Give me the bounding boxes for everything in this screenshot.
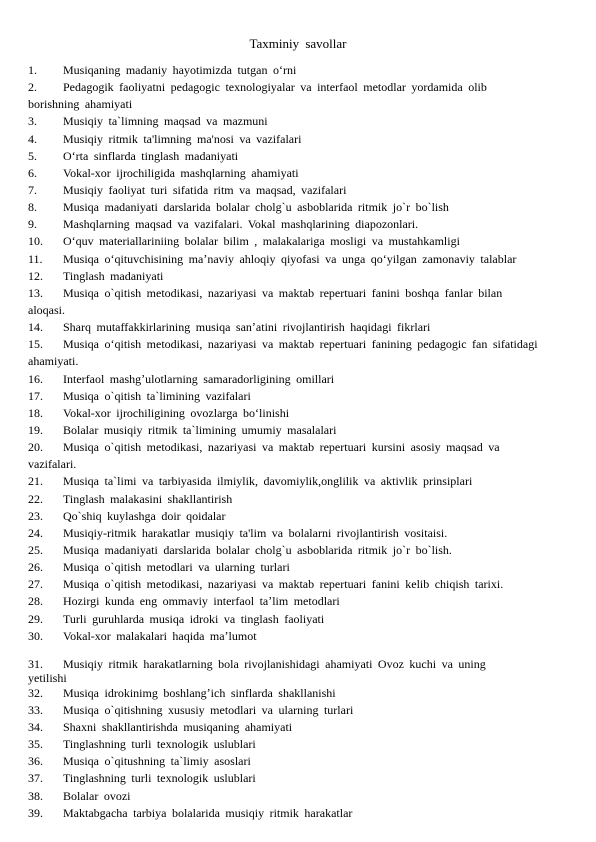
question-first-line (28, 611, 584, 628)
question-list (28, 62, 584, 822)
question-item-19 (28, 422, 584, 439)
question-item-24 (28, 525, 584, 542)
question-first-line (28, 216, 584, 233)
question-first-line (28, 131, 584, 148)
question-text: Shaxni shakllantirishda musiqaning ahamiyati (63, 720, 293, 735)
question-item-28 (28, 593, 584, 610)
question-first-line (28, 62, 584, 79)
question-text: Tinglashning turli texnologik uslublari (63, 737, 256, 752)
question-first-line (28, 753, 584, 770)
question-item-7 (28, 182, 584, 199)
question-first-line (28, 473, 584, 490)
question-first-line (28, 422, 584, 439)
question-item-25 (28, 542, 584, 559)
question-text: Musiqiy ta`limning maqsad va mazmuni (63, 114, 268, 129)
question-first-line (28, 371, 584, 388)
question-text: Musiqa madaniyati darslarida bolalar cholg`u asboblarida ritmik jo`r bo`lish (63, 200, 449, 215)
question-text: Vokal-xor malakalari haqida maʼlumot (63, 628, 257, 643)
question-item-35 (28, 736, 584, 753)
question-text-continuation: ahamiyati. (28, 354, 79, 369)
question-number: 4. (28, 131, 37, 146)
question-first-line (28, 788, 584, 805)
question-number: 1. (28, 63, 37, 77)
question-first-line (28, 268, 584, 285)
question-text: Vokal-xor ijrochiligida mashqlarning ahamiyati (63, 165, 299, 180)
question-text: Interfaol mashgʼulotlarning samaradorligining omillari (63, 371, 335, 386)
question-item-15 (28, 336, 584, 370)
question-text: Mashqlarning maqsad va vazifalari. Vokal mashqlarining diapozonlari. (63, 217, 419, 232)
question-text: Musiqa o`qitish metodikasi, nazariyasi va maktab repertuari kursini asosiy maqsad va (63, 440, 500, 455)
question-text: Musiqa o`qitushning ta`limiy asoslari (63, 754, 251, 769)
question-item-30 (28, 628, 584, 645)
question-text: Musiqa o`qitish metodikasi, nazariyasi va maktab repertuari fanini boshqa fanlar bilan (63, 285, 503, 300)
question-number: 35. (28, 737, 43, 752)
question-first-line (28, 559, 584, 576)
question-item-23 (28, 508, 584, 525)
question-item-1 (28, 62, 584, 79)
question-text: Tinglash madaniyati (63, 268, 164, 283)
question-first-line (28, 719, 584, 736)
question-item-32 (28, 685, 584, 702)
question-item-27 (28, 576, 584, 593)
question-first-line (28, 336, 584, 353)
question-first-line (28, 576, 584, 593)
question-item-39 (28, 805, 584, 822)
question-number: 18. (28, 405, 43, 420)
question-first-line (28, 491, 584, 508)
question-first-line (28, 628, 584, 645)
page-title: Taxminiy savollar (249, 36, 347, 51)
question-item-37 (28, 770, 584, 787)
question-text: Musiqiy faoliyat turi sifatida ritm va maqsad, vazifalari (63, 182, 347, 197)
question-text: Tinglash malakasini shakllantirish (63, 491, 233, 506)
question-text: Musiqa ta`limi va tarbiyasida ilmiylik, davomiylik,onglilik va aktivlik prinsiplari (63, 474, 473, 489)
question-text: Musiqaning madaniy hayotimizda tutgan oʻrni (63, 63, 297, 77)
question-text: Musiqa o`qitish metodikasi, nazariyasi va maktab repertuari fanini kelib chiqish tarixi. (63, 577, 504, 592)
question-number: 2. (28, 80, 37, 95)
question-number: 30. (28, 628, 43, 643)
question-first-line (28, 388, 584, 405)
question-number: 39. (28, 805, 43, 820)
question-item-14 (28, 319, 584, 336)
question-number: 6. (28, 165, 37, 180)
question-text: Tinglashning turli texnologik uslublari (63, 771, 256, 786)
question-text-continuation: vazifalari. (28, 457, 77, 472)
question-first-line (28, 251, 584, 268)
question-number: 36. (28, 754, 43, 769)
question-first-line (28, 508, 584, 525)
question-first-line (28, 233, 584, 250)
question-text: Musiqa o`qitishning xususiy metodlari va ularning turlari (63, 702, 354, 717)
question-item-26 (28, 559, 584, 576)
question-number: 9. (28, 217, 37, 232)
question-first-line (28, 319, 584, 336)
question-text-continuation: aloqasi. (28, 302, 65, 317)
question-number: 23. (28, 508, 43, 523)
question-item-10 (28, 233, 584, 250)
question-number: 7. (28, 182, 37, 197)
question-number: 21. (28, 474, 43, 489)
question-text-continuation: yetilishi (28, 670, 67, 685)
question-item-3 (28, 113, 584, 130)
question-item-16 (28, 371, 584, 388)
question-item-12 (28, 268, 584, 285)
question-number: 16. (28, 371, 43, 386)
question-item-21 (28, 473, 584, 490)
question-first-line (28, 702, 584, 719)
question-text: Musiqa madaniyati darslarida bolalar cholg`u asboblarida ritmik jo`r bo`lish. (63, 542, 452, 557)
question-number: 19. (28, 422, 43, 437)
question-number: 33. (28, 702, 43, 717)
question-item-5 (28, 148, 584, 165)
question-text: Turli guruhlarda musiqa idroki va tinglash faoliyati (63, 611, 325, 626)
question-first-line (28, 182, 584, 199)
question-item-2 (28, 79, 584, 113)
question-item-9 (28, 216, 584, 233)
question-item-18 (28, 405, 584, 422)
question-item-38 (28, 788, 584, 805)
question-number: 25. (28, 542, 43, 557)
question-first-line (28, 525, 584, 542)
question-text: Bolalar musiqiy ritmik ta`limining umumiy masalalari (63, 422, 337, 437)
question-number: 12. (28, 268, 43, 283)
question-item-29 (28, 611, 584, 628)
question-text-continuation: borishning ahamiyati (28, 97, 133, 112)
question-number: 26. (28, 560, 43, 575)
question-number: 28. (28, 594, 43, 609)
question-item-4 (28, 131, 584, 148)
question-text: Qo`shiq kuylashga doir qoidalar (63, 508, 226, 523)
question-number: 10. (28, 234, 43, 249)
question-item-31 (28, 657, 584, 685)
question-first-line (28, 79, 584, 96)
question-first-line (28, 285, 584, 302)
question-item-13 (28, 285, 584, 319)
question-number: 13. (28, 285, 43, 300)
question-item-36 (28, 753, 584, 770)
question-text: Musiqa o`qitish metodlari va ularning turlari (63, 560, 290, 575)
question-text: Musiqiy ritmik harakatlarning bola rivojlanishidagi ahamiyati Ovoz kuchi va uning (63, 656, 486, 671)
question-number: 27. (28, 577, 43, 592)
question-item-22 (28, 491, 584, 508)
question-first-line (28, 199, 584, 216)
question-first-line (28, 405, 584, 422)
question-text: Pedagogik faoliyatni pedagogic texnologiyalar va interfaol metodlar yordamida olib (63, 80, 487, 95)
question-number: 29. (28, 611, 43, 626)
question-first-line (28, 805, 584, 822)
question-first-line (28, 593, 584, 610)
question-text: Musiqa idrokinimg boshlangʼich sinflarda shakllanishi (63, 685, 336, 700)
question-text: Oʻrta sinflarda tinglash madaniyati (63, 148, 239, 163)
question-item-11 (28, 251, 584, 268)
question-number: 20. (28, 440, 43, 455)
question-item-34 (28, 719, 584, 736)
question-number: 38. (28, 788, 43, 803)
question-text: Musiqa o`qitish ta`limining vazifalari (63, 388, 251, 403)
question-text: Musiqa oʻqituvchisining maʼnaviy ahloqiy qiyofasi va unga qoʻyilgan zamonaviy talablar (63, 251, 517, 266)
question-text: Sharq mutaffakkirlarining musiqa sanʼatini rivojlantirish haqidagi fikrlari (63, 320, 431, 335)
question-text: Bolalar ovozi (63, 788, 131, 803)
question-number: 14. (28, 320, 43, 335)
question-number: 3. (28, 114, 37, 129)
question-text: Oʻquv materiallariniing bolalar bilim , malakalariga mosligi va mustahkamligi (63, 234, 460, 249)
question-text: Musiqa oʻqitish metodikasi, nazariyasi va maktab repertuari fanining pedagogic fan sifatidagi (63, 337, 538, 352)
question-number: 11. (28, 251, 43, 266)
question-item-33 (28, 702, 584, 719)
question-number: 37. (28, 771, 43, 786)
question-first-line (28, 657, 584, 671)
question-first-line (28, 736, 584, 753)
question-number: 31. (28, 656, 43, 671)
question-item-8 (28, 199, 584, 216)
question-number: 34. (28, 720, 43, 735)
question-first-line (28, 685, 584, 702)
question-first-line (28, 439, 584, 456)
question-item-17 (28, 388, 584, 405)
question-first-line (28, 165, 584, 182)
question-text: Musiqiy-ritmik harakatlar musiqiy ta'lim va bolalarni rivojlantirish vositaisi. (63, 525, 448, 540)
question-text: Vokal-xor ijrochiligining ovozlarga boʻlinishi (63, 405, 290, 420)
question-first-line (28, 113, 584, 130)
question-number: 22. (28, 491, 43, 506)
question-number: 15. (28, 337, 43, 352)
question-first-line (28, 770, 584, 787)
question-item-6 (28, 165, 584, 182)
question-first-line (28, 542, 584, 559)
question-number: 32. (28, 685, 43, 700)
question-number: 24. (28, 525, 43, 540)
question-number: 8. (28, 200, 37, 215)
question-item-20 (28, 439, 584, 473)
question-text: Hozirgi kunda eng ommaviy interfaol taʼlim metodlari (63, 594, 340, 609)
question-number: 17. (28, 388, 43, 403)
question-number: 5. (28, 148, 37, 163)
question-text: Musiqiy ritmik ta'limning ma'nosi va vazifalari (63, 131, 302, 146)
question-text: Maktabgacha tarbiya bolalarida musiqiy ritmik harakatlar (63, 805, 353, 820)
question-first-line (28, 148, 584, 165)
